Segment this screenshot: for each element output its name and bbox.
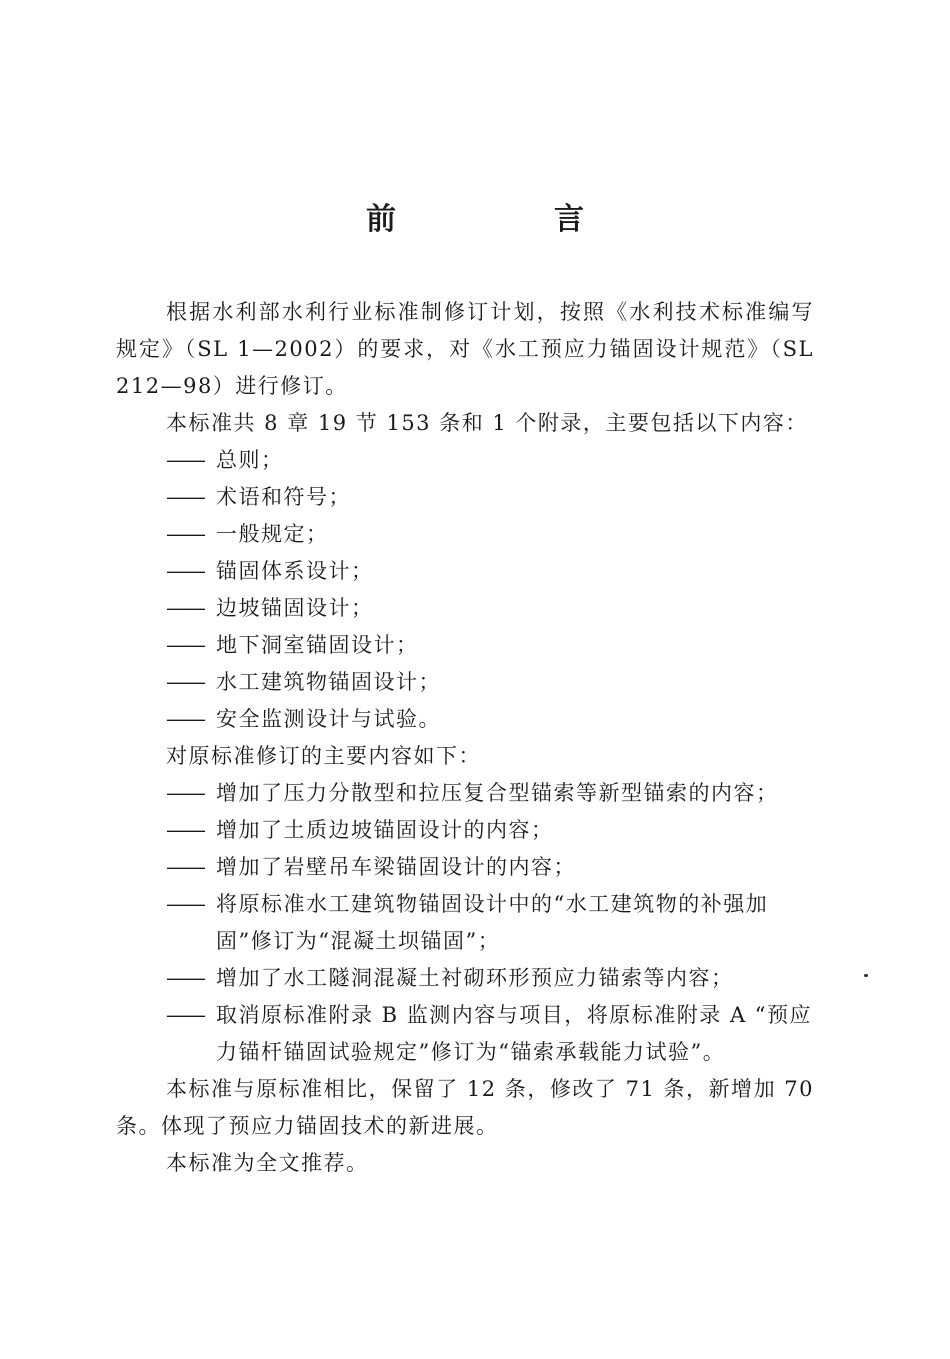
revision-list xyxy=(116,775,814,1071)
dash-mark: —— xyxy=(166,892,204,916)
contents-list xyxy=(116,442,814,738)
revision-list-item xyxy=(116,849,814,886)
dash-mark: —— xyxy=(166,966,204,990)
dash-mark: —— xyxy=(166,485,204,509)
contents-item-text: 锚固体系设计； xyxy=(216,559,374,583)
revision-item-text: 取消原标准附录 B 监测内容与项目，将原标准附录 A “预应力锚杆锚固试验规定”修订为“锚索承载能力试验”。 xyxy=(216,1003,813,1064)
contents-list-item xyxy=(116,627,814,664)
contents-item-text: 水工建筑物锚固设计； xyxy=(216,670,441,694)
dash-mark: —— xyxy=(166,855,204,879)
dash-mark: —— xyxy=(166,633,204,657)
revision-item-text: 增加了土质边坡锚固设计的内容； xyxy=(216,818,554,842)
revision-intro-paragraph: 对原标准修订的主要内容如下： xyxy=(166,744,481,768)
recommendation-paragraph: 本标准为全文推荐。 xyxy=(166,1151,369,1175)
contents-item-text: 地下洞室锚固设计； xyxy=(216,633,419,657)
dash-mark: —— xyxy=(166,670,204,694)
dash-mark: —— xyxy=(166,596,204,620)
contents-list-item xyxy=(116,516,814,553)
dash-mark: —— xyxy=(166,448,204,472)
contents-item-text: 一般规定； xyxy=(216,522,329,546)
revision-item-text: 增加了压力分散型和拉压复合型锚索等新型锚索的内容； xyxy=(216,781,779,805)
dash-mark: —— xyxy=(166,1003,204,1027)
scan-speck xyxy=(864,974,868,977)
revision-item-text: 增加了岩壁吊车梁锚固设计的内容； xyxy=(216,855,576,879)
comparison-paragraph: 本标准与原标准相比，保留了 12 条，修改了 71 条，新增加 70 条。体现了预应力锚固技术的新进展。 xyxy=(116,1077,814,1138)
contents-item-text: 边坡锚固设计； xyxy=(216,596,374,620)
contents-item-text: 安全监测设计与试验。 xyxy=(216,707,441,731)
revision-list-item xyxy=(116,886,814,960)
revision-list-item xyxy=(116,775,814,812)
dash-mark: —— xyxy=(166,707,204,731)
contents-list-item xyxy=(116,664,814,701)
dash-mark: —— xyxy=(166,522,204,546)
dash-mark: —— xyxy=(166,781,204,805)
foreword-body xyxy=(116,294,814,1182)
contents-list-item xyxy=(116,442,814,479)
revision-list-item xyxy=(116,960,814,997)
contents-item-text: 总则； xyxy=(216,448,284,472)
contents-list-item xyxy=(116,553,814,590)
revision-item-text: 将原标准水工建筑物锚固设计中的“水工建筑物的补强加固”修订为“混凝土坝锚固”； xyxy=(216,892,769,953)
scope-paragraph: 本标准共 8 章 19 节 153 条和 1 个附录，主要包括以下内容： xyxy=(166,411,808,435)
dash-mark: —— xyxy=(166,559,204,583)
contents-list-item xyxy=(116,479,814,516)
contents-list-item xyxy=(116,590,814,627)
contents-list-item xyxy=(116,701,814,738)
revision-list-item xyxy=(116,997,814,1071)
revision-list-item xyxy=(116,812,814,849)
revision-item-text: 增加了水工隧洞混凝土衬砌环形预应力锚索等内容； xyxy=(216,966,734,990)
contents-item-text: 术语和符号； xyxy=(216,485,351,509)
dash-mark: —— xyxy=(166,818,204,842)
page-title: 前 言 xyxy=(366,202,648,237)
intro-paragraph: 根据水利部水利行业标准制修订计划，按照《水利技术标准编写规定》（SL 1—2002）的要求，对《水工预应力锚固设计规范》（SL 212—98）进行修订。 xyxy=(116,300,814,398)
